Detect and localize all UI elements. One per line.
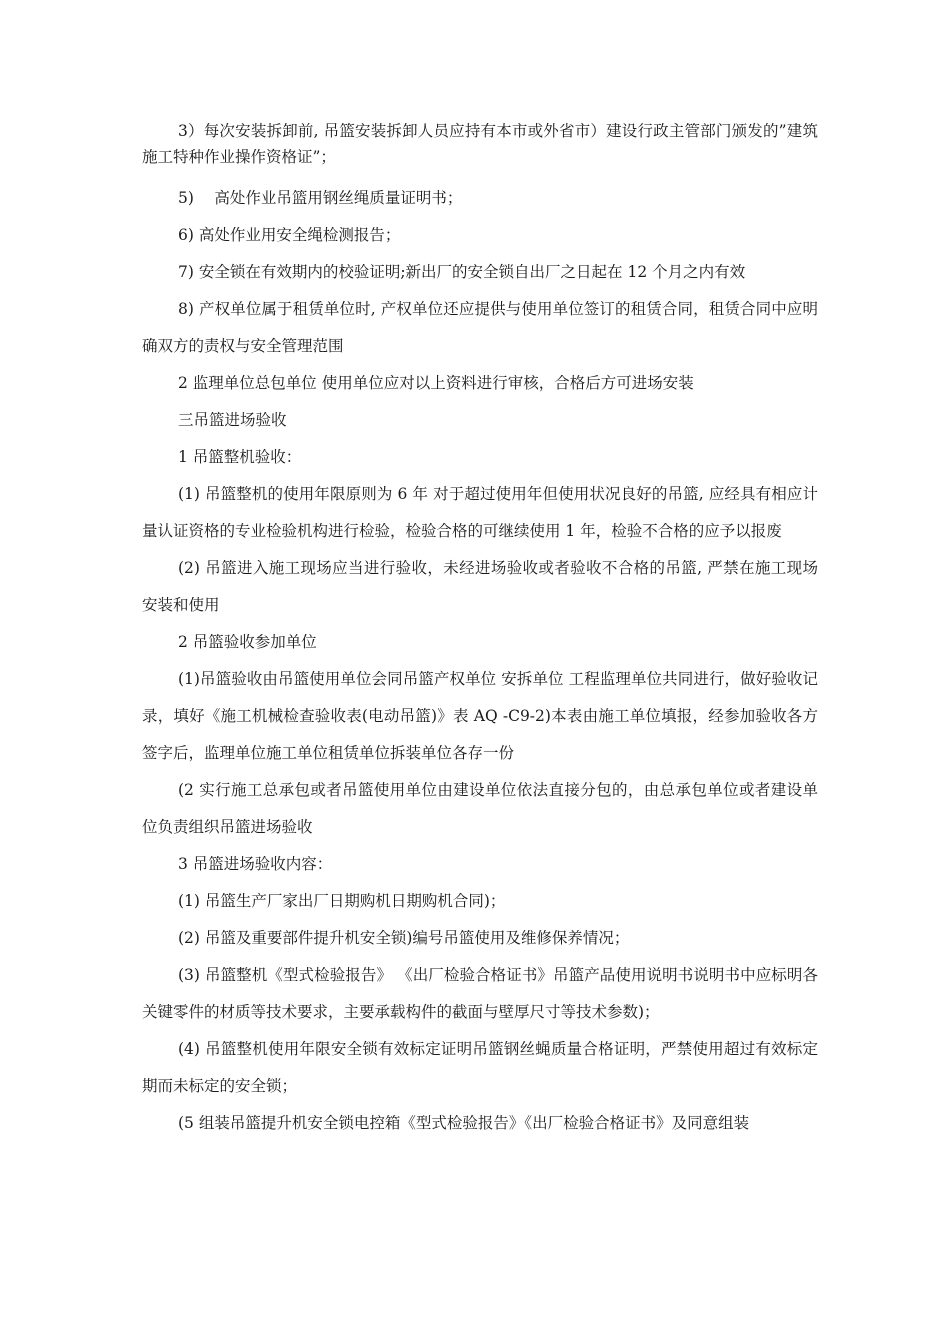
paragraph-site-acceptance: (2) 吊篮进入施工现场应当进行验收，未经进场验收或者验收不合格的吊篮, 严禁在施工现场安装和使用 [142,559,818,614]
paragraph-calibration-proof: (4) 吊篮整机使用年限安全锁有效标定证明吊篮钢丝蝇质量合格证明，严禁使用超过有效标定期而未标定的安全锁； [142,1040,818,1095]
paragraph-safety-lock-calibration: 7) 安全锁在有效期内的校验证明;新出厂的安全锁自出厂之日起在 12 个月之内有效 [178,263,746,281]
paragraph-supervision-review: 2 监理单位总包单位 使用单位应对以上资料进行审核，合格后方可进场安装 [178,374,694,392]
subheading-inspection-content: 3 吊篮进场验收内容： [178,855,333,873]
section-heading-entry-inspection: 三吊篮进场验收 [178,411,287,429]
subheading-whole-machine-inspection: 1 吊篮整机验收： [178,448,302,466]
document-body [142,116,818,1142]
paragraph-component-numbers: (2) 吊篮及重要部件提升机安全锁)编号吊篮使用及维修保养情况； [178,929,630,947]
paragraph-general-contractor: (2 实行施工总承包或者吊篮使用单位由建设单位依法直接分包的，由总承包单位或者建设单位负责组织吊篮进场验收 [142,781,818,836]
paragraph-lease-contract: 8) 产权单位属于租赁单位时, 产权单位还应提供与使用单位签订的租赁合同，租赁合同中应明确双方的责权与安全管理范围 [142,300,818,355]
paragraph-joint-acceptance: (1)吊篮验收由吊篮使用单位会同吊篮产权单位 安拆单位 工程监理单位共同进行，做好验收记录，填好《施工机械检查验收表(电动吊篮)》表 AQ -C9-2)本表由施工单位填报，经参加验收各方签字后，监理单位施工单位租赁单位拆装单位各存一份 [142,670,818,762]
paragraph-qualification-certificate: 3）每次安装拆卸前, 吊篮安装拆卸人员应持有本市或外省市）建设行政主管部门颁发的”建筑施工特种作业操作资格证”； [142,122,818,166]
paragraph-type-test-report: (3) 吊篮整机《型式检验报告》 《出厂检验合格证书》吊篮产品使用说明书说明书中应标明各关键零件的材质等技术要求，主要承载构件的截面与壁厚尺寸等技术参数)； [142,966,818,1021]
paragraph-wire-rope-certificate: 5) 高处作业吊篮用钢丝绳质量证明书； [178,189,463,207]
paragraph-safety-rope-report: 6) 高处作业用安全绳检测报告； [178,226,401,244]
paragraph-service-life: (1) 吊篮整机的使用年限原则为 6 年 对于超过使用年但使用状况良好的吊篮, 应经具有相应计量认证资格的专业检验机构进行检验，检验合格的可继续使用 1 年，检验不合格的应予以报废 [142,485,818,540]
subheading-participating-units: 2 吊篮验收参加单位 [178,633,317,651]
paragraph-assembly-documents: (5 组装吊篮提升机安全锁电控箱《型式检验报告》《出厂检验合格证书》及同意组装 [178,1114,750,1132]
paragraph-manufacturer-dates: (1) 吊篮生产厂家出厂日期购机日期购机合同)； [178,892,506,910]
